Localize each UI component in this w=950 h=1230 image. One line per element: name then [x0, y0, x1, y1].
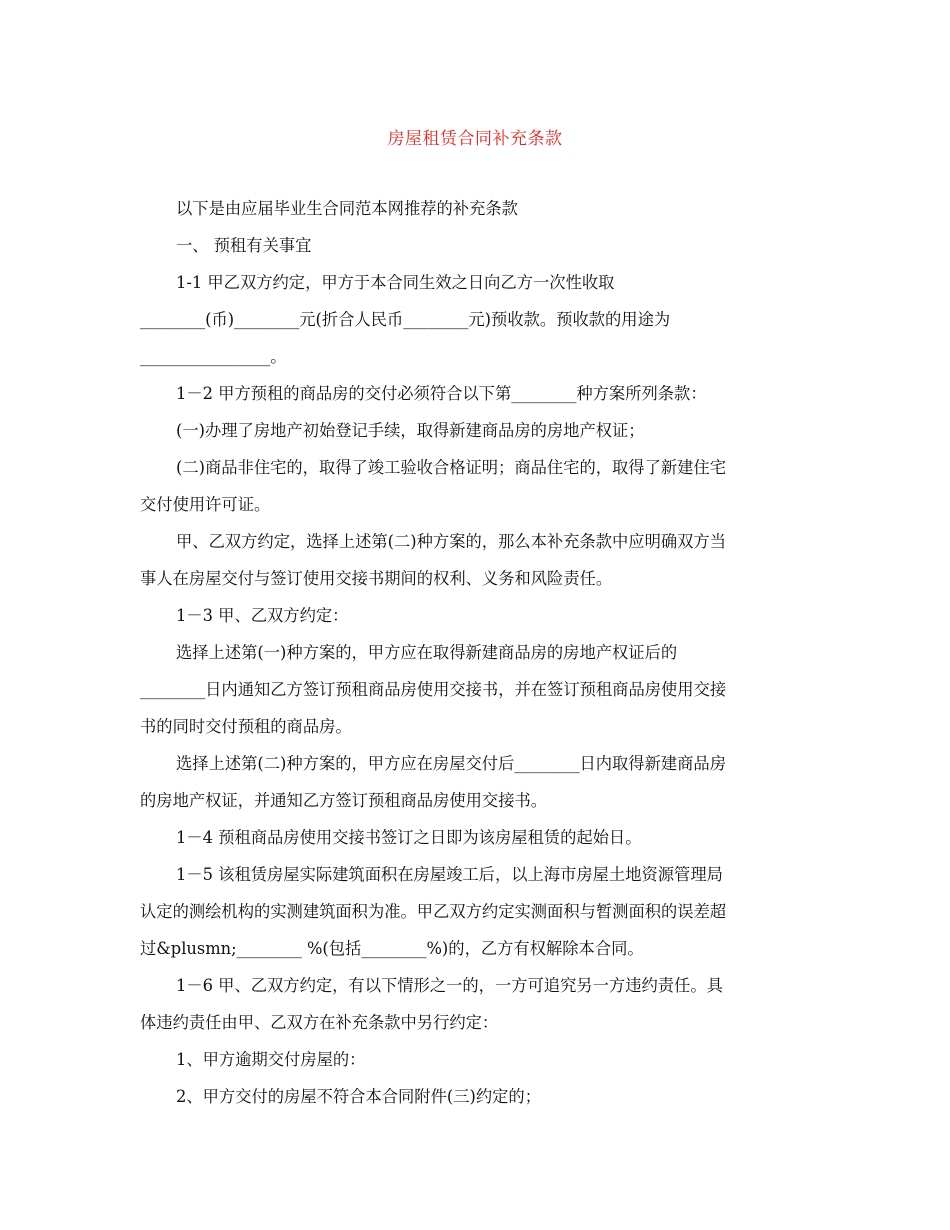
text-line: 1－3 甲、乙双方约定： — [176, 606, 349, 625]
text-line: (二)商品非住宅的，取得了竣工验收合格证明；商品住宅的，取得了新建住宅 — [176, 458, 726, 477]
text-line: 1－6 甲、乙双方约定，有以下情形之一的，一方可追究另一方违约责任。具 — [176, 976, 723, 995]
text-line: 体违约责任由甲、乙双方在补充条款中另行约定： — [140, 1013, 499, 1032]
text-line: 事人在房屋交付与签订使用交接书期间的权利、义务和风险责任。 — [140, 569, 613, 588]
document-body — [140, 190, 816, 1115]
text-line: 的房地产权证，并通知乙方签订预租商品房使用交接书。 — [140, 791, 548, 810]
text-line: 1-1 甲乙双方约定，甲方于本合同生效之日向乙方一次性收取 — [176, 273, 615, 292]
text-line: 1－4 预租商品房使用交接书签订之日即为该房屋租赁的起始日。 — [176, 828, 642, 847]
text-line: ________(币)________元(折合人民币________元)预收款。预收款的用途为 — [140, 310, 671, 329]
text-line: 过&plusmn;________ %(包括________%)的，乙方有权解除本合同。 — [140, 939, 644, 958]
text-line: ________日内通知乙方签订预租商品房使用交接书，并在签订预租商品房使用交接 — [140, 680, 727, 699]
text-line: 一、 预租有关事宜 — [176, 236, 312, 255]
text-line: 1、甲方逾期交付房屋的： — [176, 1050, 366, 1069]
text-line: 交付使用许可证。 — [140, 495, 271, 514]
text-line: 甲、乙双方约定，选择上述第(二)种方案的，那么本补充条款中应明确双方当 — [176, 532, 726, 551]
text-line: 1－2 甲方预租的商品房的交付必须符合以下第________种方案所列条款： — [176, 384, 707, 403]
text-line: 以下是由应届毕业生合同范本网推荐的补充条款 — [176, 199, 518, 218]
text-line: 选择上述第(二)种方案的，甲方应在房屋交付后________日内取得新建商品房 — [176, 754, 726, 773]
text-line: 认定的测绘机构的实测建筑面积为准。甲乙双方约定实测面积与暂测面积的误差超 — [140, 902, 727, 921]
text-line: 选择上述第(一)种方案的，甲方应在取得新建商品房的房地产权证后的 — [176, 643, 678, 662]
text-line: 2、甲方交付的房屋不符合本合同附件(三)约定的； — [176, 1087, 541, 1106]
text-line: ________________。 — [140, 347, 287, 366]
text-line: 书的同时交付预租的商品房。 — [140, 717, 352, 736]
document-title: 房屋租赁合同补充条款 — [387, 129, 563, 149]
text-line: (一)办理了房地产初始登记手续，取得新建商品房的房地产权证； — [176, 421, 645, 440]
text-line: 1－5 该租赁房屋实际建筑面积在房屋竣工后，以上海市房屋土地资源管理局 — [176, 865, 723, 884]
